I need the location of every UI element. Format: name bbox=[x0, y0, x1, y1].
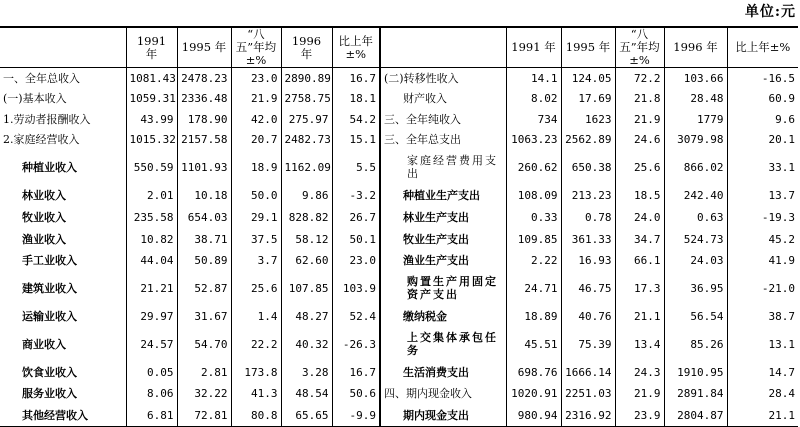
row-label-right: 生活消费支出 bbox=[380, 362, 506, 383]
cell-fyp-growth-right: 21.8 bbox=[615, 89, 664, 109]
cell-yoy-left: 16.7 bbox=[332, 362, 380, 383]
header-blank-left bbox=[0, 27, 126, 68]
cell-1995-right: 650.38 bbox=[561, 150, 615, 185]
cell-1991-right: 2.22 bbox=[506, 250, 561, 271]
cell-1991-left: 1081.43 bbox=[126, 68, 177, 89]
cell-1991-right: 8.02 bbox=[506, 89, 561, 109]
row-label-right: (二)转移性收入 bbox=[380, 68, 506, 89]
cell-1991-left: 235.58 bbox=[126, 207, 177, 229]
cell-1991-right: 980.94 bbox=[506, 405, 561, 427]
cell-1995-left: 1101.93 bbox=[177, 150, 231, 185]
cell-1995-left: 654.03 bbox=[177, 207, 231, 229]
cell-1991-right: 24.71 bbox=[506, 271, 561, 306]
cell-1996-left: 828.82 bbox=[281, 207, 332, 229]
cell-fyp-growth-left: 1.4 bbox=[231, 306, 281, 327]
income-expenditure-table bbox=[0, 26, 798, 427]
cell-1991-left: 1059.31 bbox=[126, 89, 177, 109]
cell-yoy-left: 15.1 bbox=[332, 130, 380, 150]
cell-fyp-growth-left: 18.9 bbox=[231, 150, 281, 185]
cell-yoy-left: 26.7 bbox=[332, 207, 380, 229]
row-label-right: 种植业生产支出 bbox=[380, 185, 506, 207]
cell-yoy-left: -3.2 bbox=[332, 185, 380, 207]
row-label-left: 建筑业收入 bbox=[22, 281, 77, 295]
cell-1991-right: 14.1 bbox=[506, 68, 561, 89]
cell-fyp-growth-left: 20.7 bbox=[231, 130, 281, 150]
cell-1995-right: 2562.89 bbox=[561, 130, 615, 150]
cell-yoy-left: -26.3 bbox=[332, 327, 380, 362]
header-fyp-growth-left: “八五”年均±% bbox=[231, 27, 281, 68]
cell-1996-right: 36.95 bbox=[664, 271, 727, 306]
cell-1996-left: 48.54 bbox=[281, 383, 332, 405]
row-label-left: 饮食业收入 bbox=[22, 365, 77, 379]
header-fyp-growth-right: “八五”年均±% bbox=[615, 27, 664, 68]
cell-1996-right: 866.02 bbox=[664, 150, 727, 185]
table-row bbox=[0, 362, 798, 383]
cell-1996-left: 2482.73 bbox=[281, 130, 332, 150]
cell-1995-right: 75.39 bbox=[561, 327, 615, 362]
header-1995-right: 1995 年 bbox=[561, 27, 615, 68]
cell-yoy-right: 21.1 bbox=[727, 405, 798, 427]
cell-1996-left: 275.97 bbox=[281, 109, 332, 130]
cell-1996-right: 1779 bbox=[664, 109, 727, 130]
cell-fyp-growth-left: 25.6 bbox=[231, 271, 281, 306]
cell-1995-right: 40.76 bbox=[561, 306, 615, 327]
row-label-right: 财产收入 bbox=[380, 89, 506, 109]
cell-yoy-right: -21.0 bbox=[727, 271, 798, 306]
cell-1996-right: 56.54 bbox=[664, 306, 727, 327]
header-blank-right bbox=[380, 27, 506, 68]
cell-1996-right: 28.48 bbox=[664, 89, 727, 109]
cell-1996-right: 2891.84 bbox=[664, 383, 727, 405]
row-label-right: 三、全年纯收入 bbox=[380, 109, 506, 130]
cell-fyp-growth-right: 34.7 bbox=[615, 229, 664, 250]
cell-fyp-growth-right: 24.6 bbox=[615, 130, 664, 150]
cell-1996-right: 0.63 bbox=[664, 207, 727, 229]
cell-1996-left: 1162.09 bbox=[281, 150, 332, 185]
row-label-right: 渔业生产支出 bbox=[380, 250, 506, 271]
table-row bbox=[0, 271, 798, 306]
cell-1995-left: 2157.58 bbox=[177, 130, 231, 150]
cell-1991-right: 260.62 bbox=[506, 150, 561, 185]
cell-fyp-growth-left: 50.0 bbox=[231, 185, 281, 207]
cell-1991-left: 6.81 bbox=[126, 405, 177, 427]
cell-1991-right: 0.33 bbox=[506, 207, 561, 229]
row-label-right: 林业生产支出 bbox=[380, 207, 506, 229]
cell-1991-left: 10.82 bbox=[126, 229, 177, 250]
header-1995-left: 1995 年 bbox=[177, 27, 231, 68]
cell-1991-right: 698.76 bbox=[506, 362, 561, 383]
cell-1991-right: 1020.91 bbox=[506, 383, 561, 405]
cell-1995-left: 54.70 bbox=[177, 327, 231, 362]
row-label-left: 一、全年总收入 bbox=[3, 71, 80, 85]
cell-yoy-left: 18.1 bbox=[332, 89, 380, 109]
cell-yoy-right: -19.3 bbox=[727, 207, 798, 229]
cell-1995-right: 1666.14 bbox=[561, 362, 615, 383]
cell-fyp-growth-left: 21.9 bbox=[231, 89, 281, 109]
cell-1995-left: 2.81 bbox=[177, 362, 231, 383]
cell-fyp-growth-left: 3.7 bbox=[231, 250, 281, 271]
row-label-right: 上交集体承包任务 bbox=[380, 327, 506, 362]
cell-yoy-left: 5.5 bbox=[332, 150, 380, 185]
cell-1995-left: 50.89 bbox=[177, 250, 231, 271]
cell-1996-right: 85.26 bbox=[664, 327, 727, 362]
cell-fyp-growth-left: 173.8 bbox=[231, 362, 281, 383]
cell-yoy-right: 13.7 bbox=[727, 185, 798, 207]
cell-1995-left: 72.81 bbox=[177, 405, 231, 427]
cell-1996-left: 3.28 bbox=[281, 362, 332, 383]
row-label-left: 其他经营收入 bbox=[0, 405, 126, 427]
cell-yoy-right: 20.1 bbox=[727, 130, 798, 150]
cell-yoy-right: 14.7 bbox=[727, 362, 798, 383]
cell-fyp-growth-left: 41.3 bbox=[231, 383, 281, 405]
cell-yoy-right: 13.1 bbox=[727, 327, 798, 362]
row-label-left: (一)基本收入 bbox=[3, 92, 67, 105]
cell-yoy-right: 60.9 bbox=[727, 89, 798, 109]
row-label-right: 四、期内现金收入 bbox=[380, 383, 506, 405]
row-label-right: 三、全年总支出 bbox=[380, 130, 506, 150]
cell-yoy-left: 103.9 bbox=[332, 271, 380, 306]
cell-fyp-growth-right: 23.9 bbox=[615, 405, 664, 427]
cell-1996-right: 103.66 bbox=[664, 68, 727, 89]
row-label-left: 牧业收入 bbox=[22, 211, 66, 224]
cell-fyp-growth-right: 25.6 bbox=[615, 150, 664, 185]
table-row bbox=[0, 207, 798, 229]
cell-1995-right: 213.23 bbox=[561, 185, 615, 207]
cell-1995-left: 2478.23 bbox=[177, 68, 231, 89]
cell-1991-left: 2.01 bbox=[126, 185, 177, 207]
cell-1991-left: 24.57 bbox=[126, 327, 177, 362]
cell-1991-left: 21.21 bbox=[126, 271, 177, 306]
cell-1991-right: 108.09 bbox=[506, 185, 561, 207]
cell-1995-left: 52.87 bbox=[177, 271, 231, 306]
cell-1996-left: 107.85 bbox=[281, 271, 332, 306]
row-label-left: 1.劳动者报酬收入 bbox=[3, 112, 91, 126]
cell-yoy-left: 54.2 bbox=[332, 109, 380, 130]
cell-1996-right: 24.03 bbox=[664, 250, 727, 271]
cell-1995-left: 178.90 bbox=[177, 109, 231, 130]
cell-1996-left: 58.12 bbox=[281, 229, 332, 250]
cell-yoy-left: 52.4 bbox=[332, 306, 380, 327]
cell-yoy-right: 9.6 bbox=[727, 109, 798, 130]
cell-1995-right: 46.75 bbox=[561, 271, 615, 306]
cell-1996-right: 2804.87 bbox=[664, 405, 727, 427]
header-1991-right: 1991 年 bbox=[506, 27, 561, 68]
cell-1995-left: 10.18 bbox=[177, 185, 231, 207]
cell-1996-left: 48.27 bbox=[281, 306, 332, 327]
cell-1995-left: 38.71 bbox=[177, 229, 231, 250]
cell-fyp-growth-right: 24.0 bbox=[615, 207, 664, 229]
cell-fyp-growth-left: 42.0 bbox=[231, 109, 281, 130]
table-row bbox=[0, 250, 798, 271]
cell-yoy-right: 33.1 bbox=[727, 150, 798, 185]
cell-1991-left: 1015.32 bbox=[126, 130, 177, 150]
unit-label: 单位:元 bbox=[744, 4, 796, 20]
cell-1995-left: 31.67 bbox=[177, 306, 231, 327]
cell-1996-right: 242.40 bbox=[664, 185, 727, 207]
cell-fyp-growth-right: 24.3 bbox=[615, 362, 664, 383]
cell-yoy-left: 50.1 bbox=[332, 229, 380, 250]
cell-1995-right: 0.78 bbox=[561, 207, 615, 229]
cell-1995-right: 361.33 bbox=[561, 229, 615, 250]
cell-fyp-growth-left: 37.5 bbox=[231, 229, 281, 250]
cell-1991-right: 734 bbox=[506, 109, 561, 130]
row-label-left: 服务业收入 bbox=[22, 387, 77, 400]
cell-1991-left: 43.99 bbox=[126, 109, 177, 130]
cell-1991-left: 8.06 bbox=[126, 383, 177, 405]
header-yoy-left: 比上年±% bbox=[332, 27, 380, 68]
cell-1991-right: 45.51 bbox=[506, 327, 561, 362]
cell-fyp-growth-right: 13.4 bbox=[615, 327, 664, 362]
row-label-right: 购置生产用固定资产支出 bbox=[380, 271, 506, 306]
cell-yoy-right: 45.2 bbox=[727, 229, 798, 250]
table-row bbox=[0, 68, 798, 89]
cell-fyp-growth-left: 22.2 bbox=[231, 327, 281, 362]
table-row bbox=[0, 109, 798, 130]
row-label-right: 缴纳税金 bbox=[380, 306, 506, 327]
cell-1996-left: 65.65 bbox=[281, 405, 332, 427]
cell-1991-right: 18.89 bbox=[506, 306, 561, 327]
cell-yoy-left: 23.0 bbox=[332, 250, 380, 271]
row-label-right: 期内现金支出 bbox=[380, 405, 506, 427]
table-row bbox=[0, 405, 798, 427]
header-1996-right: 1996 年 bbox=[664, 27, 727, 68]
cell-1995-right: 2316.92 bbox=[561, 405, 615, 427]
table-row bbox=[0, 150, 798, 185]
cell-yoy-left: -9.9 bbox=[332, 405, 380, 427]
cell-yoy-right: 41.9 bbox=[727, 250, 798, 271]
cell-1996-right: 524.73 bbox=[664, 229, 727, 250]
header-row bbox=[0, 27, 798, 68]
cell-1996-left: 2758.75 bbox=[281, 89, 332, 109]
cell-fyp-growth-left: 80.8 bbox=[231, 405, 281, 427]
row-label-left: 运输业收入 bbox=[22, 309, 77, 323]
cell-1996-left: 2890.89 bbox=[281, 68, 332, 89]
cell-yoy-right: -16.5 bbox=[727, 68, 798, 89]
cell-1995-right: 2251.03 bbox=[561, 383, 615, 405]
cell-fyp-growth-right: 18.5 bbox=[615, 185, 664, 207]
row-label-left: 手工业收入 bbox=[22, 253, 77, 267]
cell-1995-right: 124.05 bbox=[561, 68, 615, 89]
cell-1991-left: 44.04 bbox=[126, 250, 177, 271]
cell-1991-left: 29.97 bbox=[126, 306, 177, 327]
table-row bbox=[0, 327, 798, 362]
cell-fyp-growth-right: 21.9 bbox=[615, 109, 664, 130]
cell-fyp-growth-right: 21.1 bbox=[615, 306, 664, 327]
table-row bbox=[0, 229, 798, 250]
header-1996-left: 1996 年 bbox=[281, 27, 332, 68]
cell-1996-left: 9.86 bbox=[281, 185, 332, 207]
row-label-left: 渔业收入 bbox=[22, 232, 66, 246]
cell-1991-right: 1063.23 bbox=[506, 130, 561, 150]
cell-fyp-growth-right: 66.1 bbox=[615, 250, 664, 271]
header-yoy-right: 比上年±% bbox=[727, 27, 798, 68]
row-label-left: 种植业收入 bbox=[22, 160, 77, 174]
cell-1996-right: 3079.98 bbox=[664, 130, 727, 150]
table-row bbox=[0, 383, 798, 405]
cell-fyp-growth-right: 72.2 bbox=[615, 68, 664, 89]
cell-yoy-right: 38.7 bbox=[727, 306, 798, 327]
cell-1995-right: 1623 bbox=[561, 109, 615, 130]
cell-fyp-growth-right: 17.3 bbox=[615, 271, 664, 306]
row-label-left: 商业收入 bbox=[22, 337, 66, 351]
cell-1995-left: 32.22 bbox=[177, 383, 231, 405]
cell-1991-left: 550.59 bbox=[126, 150, 177, 185]
row-label-right: 家庭经营费用支出 bbox=[380, 150, 506, 185]
table-row bbox=[0, 130, 798, 150]
cell-yoy-right: 28.4 bbox=[727, 383, 798, 405]
cell-1996-right: 1910.95 bbox=[664, 362, 727, 383]
cell-1991-left: 0.05 bbox=[126, 362, 177, 383]
row-label-left: 林业收入 bbox=[22, 189, 66, 202]
cell-yoy-left: 50.6 bbox=[332, 383, 380, 405]
row-label-right: 牧业生产支出 bbox=[380, 229, 506, 250]
table-row bbox=[0, 185, 798, 207]
row-label-left: 2.家庭经营收入 bbox=[3, 133, 80, 146]
cell-1991-right: 109.85 bbox=[506, 229, 561, 250]
table-row bbox=[0, 89, 798, 109]
header-1991-left: 1991 年 bbox=[126, 27, 177, 68]
cell-fyp-growth-left: 23.0 bbox=[231, 68, 281, 89]
cell-fyp-growth-left: 29.1 bbox=[231, 207, 281, 229]
cell-1996-left: 62.60 bbox=[281, 250, 332, 271]
cell-1995-right: 17.69 bbox=[561, 89, 615, 109]
cell-fyp-growth-right: 21.9 bbox=[615, 383, 664, 405]
cell-1995-left: 2336.48 bbox=[177, 89, 231, 109]
cell-1995-right: 16.93 bbox=[561, 250, 615, 271]
cell-yoy-left: 16.7 bbox=[332, 68, 380, 89]
cell-1996-left: 40.32 bbox=[281, 327, 332, 362]
table-row bbox=[0, 306, 798, 327]
